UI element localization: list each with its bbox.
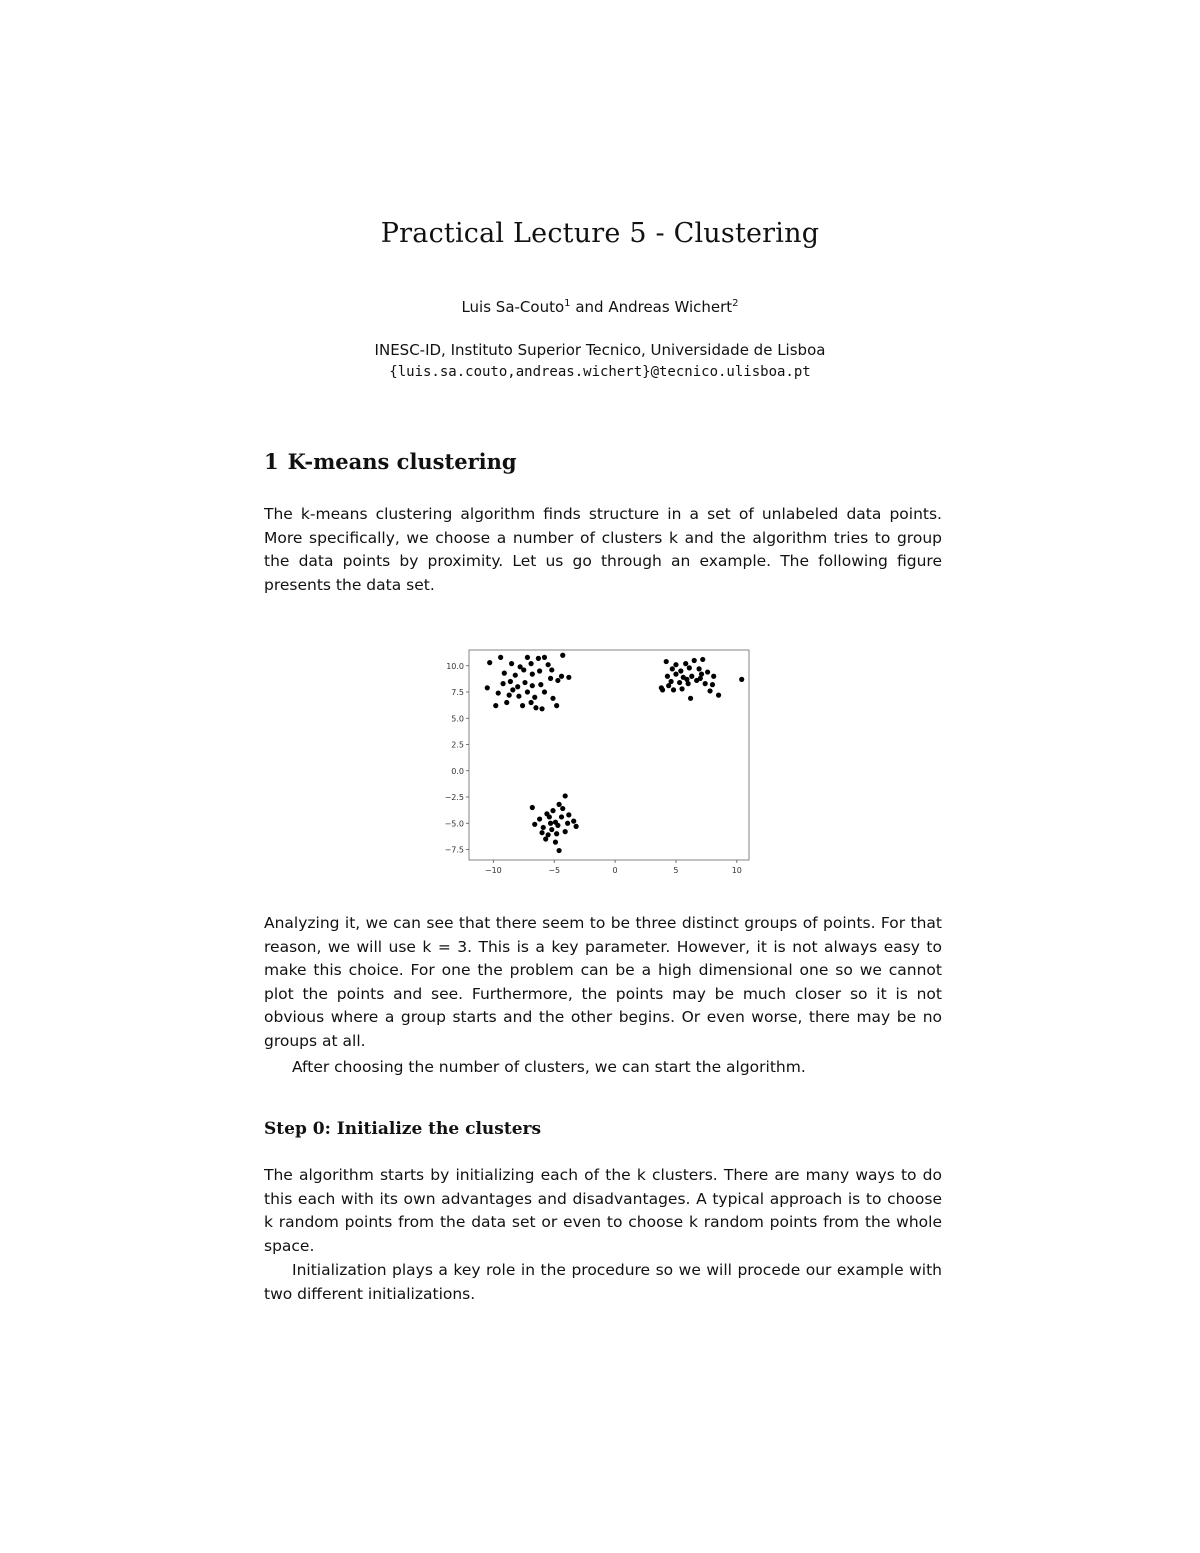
data-point [688, 696, 693, 701]
y-tick-label: 7.5 [451, 688, 464, 697]
data-point [673, 672, 678, 677]
data-point [566, 675, 571, 680]
paper-title: Practical Lecture 5 - Clustering [380, 218, 820, 249]
data-point [710, 682, 715, 687]
x-tick-label: −10 [484, 866, 502, 875]
data-point [493, 703, 498, 708]
data-point [548, 676, 553, 681]
data-point [664, 659, 669, 664]
data-point [699, 672, 704, 677]
data-point [539, 830, 544, 835]
data-point [555, 678, 560, 683]
data-point [521, 667, 526, 672]
data-point [671, 687, 676, 692]
scatter-figure [440, 644, 760, 880]
data-point [684, 677, 689, 682]
data-point [694, 678, 699, 683]
data-point [541, 825, 546, 830]
x-tick-label: −5 [548, 866, 561, 875]
data-point [673, 662, 678, 667]
data-point [665, 674, 670, 679]
data-point [548, 821, 553, 826]
affiliation-marker: 2 [732, 298, 739, 309]
y-tick-label: 0.0 [451, 766, 464, 776]
data-point [549, 667, 554, 672]
data-point [538, 682, 543, 687]
data-point [530, 683, 535, 688]
data-point [530, 805, 535, 810]
data-point [537, 816, 542, 821]
data-point [677, 680, 682, 685]
data-point [554, 831, 559, 836]
data-point [696, 666, 701, 671]
data-point [498, 655, 503, 660]
x-tick-label: 10 [731, 866, 742, 875]
affiliation-marker: 1 [564, 298, 571, 309]
data-point [689, 674, 694, 679]
data-point [700, 657, 705, 662]
scatter-plot [440, 644, 760, 880]
data-point [496, 690, 501, 695]
section-title: K-means clustering [287, 449, 517, 474]
data-point [705, 669, 710, 674]
data-point [520, 703, 525, 708]
data-point [537, 668, 542, 673]
data-point [508, 679, 513, 684]
data-point [528, 700, 533, 705]
data-point [536, 656, 541, 661]
subsection-heading: Step 0: Initialize the clusters [264, 1119, 542, 1139]
data-point [566, 812, 571, 817]
data-point [563, 829, 568, 834]
data-point [692, 658, 697, 663]
data-point [559, 814, 564, 819]
data-point [711, 674, 716, 679]
data-point [502, 671, 507, 676]
affiliation: INESC-ID, Instituto Superior Tecnico, Universidade de Lisboa [374, 341, 826, 359]
data-point [500, 681, 505, 686]
data-point [556, 848, 561, 853]
data-point [532, 695, 537, 700]
data-point [507, 693, 512, 698]
data-point [687, 665, 692, 670]
data-point [670, 666, 675, 671]
analysis-paragraph: Analyzing it, we can see that there seem to be three distinct groups of points. For that reason, we will use k = 3. This is a key parameter. However, it is not always easy to make this choice. For one the problem can be a high dimensional one so we cannot plot the points and see. Furthermore, the points may be much closer so it is not obvious where a group starts and the other begins. Or even worse, there may be no groups at all. [264, 914, 942, 1050]
y-tick-label: −2.5 [444, 793, 464, 802]
data-point [556, 802, 561, 807]
x-axis [485, 860, 742, 875]
x-tick-label: 5 [673, 866, 679, 875]
data-point [532, 822, 537, 827]
data-point [522, 680, 527, 685]
step0-paragraph-2: Initialization plays a key role in the procedure so we will procede our example with two different initializations. [264, 1261, 942, 1303]
data-point [560, 806, 565, 811]
data-point [525, 655, 530, 660]
data-point [553, 840, 558, 845]
y-tick-label: −5.0 [444, 819, 464, 829]
data-point [530, 672, 535, 677]
data-point [516, 694, 521, 699]
data-point [574, 824, 579, 829]
data-point [703, 681, 708, 686]
data-point [504, 700, 509, 705]
data-point [571, 819, 576, 824]
data-point [528, 661, 533, 666]
section-heading [264, 449, 517, 474]
data-point [547, 814, 552, 819]
data-point [550, 808, 555, 813]
data-point [739, 677, 744, 682]
section-number: 1 [264, 449, 279, 474]
data-point [509, 661, 514, 666]
data-point [550, 696, 555, 701]
data-point [554, 703, 559, 708]
x-tick-label: 0 [612, 866, 618, 875]
after-paragraph: After choosing the number of clusters, we can start the algorithm. [292, 1058, 806, 1076]
y-tick-label: −7.5 [444, 845, 464, 855]
data-point [678, 668, 683, 673]
data-point [487, 660, 492, 665]
data-point [666, 683, 671, 688]
data-point [555, 823, 560, 828]
data-point [660, 687, 665, 692]
y-tick-label: 2.5 [451, 740, 464, 750]
data-point [716, 693, 721, 698]
data-point [549, 827, 554, 832]
author-conjunction: and [575, 298, 604, 316]
author-emails: {luis.sa.couto,andreas.wichert}@tecnico.ulisboa.pt [389, 364, 811, 380]
data-point [525, 689, 530, 694]
data-point [533, 705, 538, 710]
author-name: Luis Sa-Couto [461, 298, 565, 316]
data-point [560, 653, 565, 658]
data-point [543, 836, 548, 841]
author-line [0, 298, 1200, 316]
data-point [683, 661, 688, 666]
y-axis [445, 662, 469, 855]
data-point [563, 793, 568, 798]
data-point [542, 689, 547, 694]
y-tick-label: 10.0 [446, 661, 464, 671]
intro-paragraph: The k-means clustering algorithm finds structure in a set of unlabeled data points. More specifically, we choose a number of clusters k and the algorithm tries to group the data points by proximity. Let us go through an example. The following figure presents the data set. [264, 505, 942, 594]
data-point [510, 687, 515, 692]
data-point [515, 684, 520, 689]
data-point [679, 686, 684, 691]
data-point [513, 673, 518, 678]
y-tick-label: 5.0 [451, 714, 464, 724]
data-point [539, 706, 544, 711]
author-name: Andreas Wichert [608, 298, 733, 316]
data-point [565, 821, 570, 826]
data-point [546, 662, 551, 667]
step0-paragraph-1: The algorithm starts by initializing each of the k clusters. There are many ways to do this each with its own advantages and disadvantages. A typical approach is to choose k random points from the data set or even to choose k random points from the whole space. [264, 1166, 942, 1255]
data-point [707, 688, 712, 693]
data-point [485, 685, 490, 690]
data-point [559, 674, 564, 679]
data-point [542, 655, 547, 660]
